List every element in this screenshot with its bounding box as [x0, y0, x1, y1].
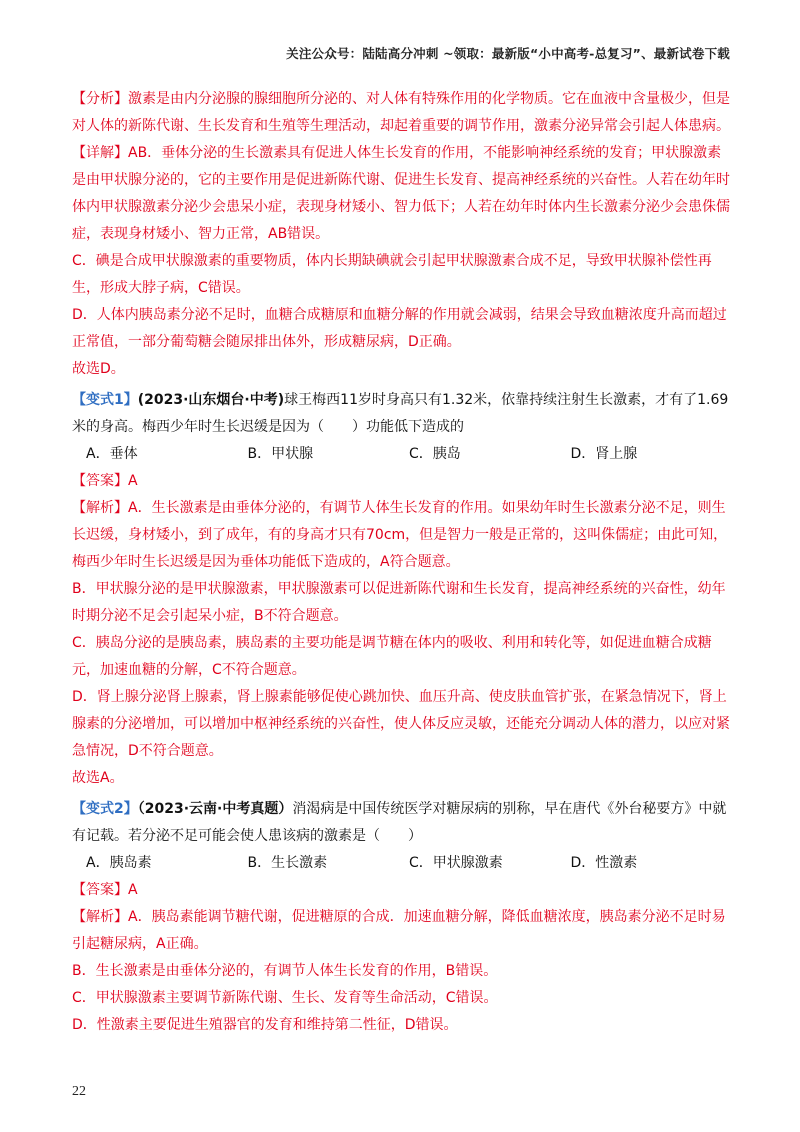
q2-option-d: D．性激素 [570, 855, 638, 871]
question-2-stem [72, 796, 732, 850]
q1-answer-tag: 【答案】 [72, 473, 128, 489]
document-body [72, 86, 732, 1039]
q1-option-a: A．垂体 [86, 446, 138, 462]
q2-option-a: A．胰岛素 [86, 855, 152, 871]
q1-explain-c: C．胰岛分泌的是胰岛素，胰岛素的主要功能是调节糖在体内的吸收、利用和转化等，如促进血糖合成糖元，加速血糖的分解，C不符合题意。 [72, 635, 712, 678]
page-number: 22 [72, 1084, 86, 1099]
question-2-answer [72, 877, 732, 904]
q1-option-b: B．甲状腺 [247, 446, 314, 462]
question-1-answer [72, 468, 732, 495]
analysis-paragraph [72, 86, 732, 140]
q2-explain-c: C．甲状腺激素主要调节新陈代谢、生长、发育等生命活动，C错误。 [72, 990, 498, 1006]
q1-conclusion: 故选A。 [72, 770, 124, 786]
q2-explain-a [72, 904, 732, 958]
q2-explain-d: D．性激素主要促进生殖器官的发育和维持第二性征，D错误。 [72, 1017, 458, 1033]
q2-answer-value: A [128, 882, 138, 898]
q2-explain-b: B．生长激素是由垂体分泌的，有调节人体生长发育的作用，B错误。 [72, 963, 498, 979]
q1-option-c: C．胰岛 [409, 446, 461, 462]
q2-option-c: C．甲状腺激素 [409, 855, 503, 871]
detail-tag: 【详解】 [72, 145, 128, 161]
page-header: 关注公众号：陆陆高分冲刺 ~领取：最新版“小中高考-总复习”、最新试卷下载 [286, 46, 730, 61]
q1-answer-value: A [128, 473, 138, 489]
q1-explain-a [72, 495, 732, 576]
question-1-stem [72, 387, 732, 441]
detail-line-ab: AB．垂体分泌的生长激素具有促进人体生长发育的作用，不能影响神经系统的发育；甲状腺激素是由甲状腺分泌的，它的主要作用是促进新陈代谢、促进生长发育、提高神经系统的兴奋性。人若在幼年时体内甲状腺激素分泌少会患呆小症，表现身材矮小、智力低下；人若在幼年时体内生长激素分泌少会患侏儒症，表现身材矮小、智力正常，AB错误。 [72, 145, 730, 242]
question-2-options [72, 850, 732, 877]
detail-paragraph-ab [72, 140, 732, 248]
question-1-options [72, 441, 732, 468]
question-1-tag: 【变式1】 [72, 392, 138, 408]
detail-conclusion: 故选D。 [72, 361, 125, 377]
q2-explain-a-text: A．胰岛素能调节糖代谢，促进糖原的合成．加速血糖分解，降低血糖浓度，胰岛素分泌不足时易引起糖尿病，A正确。 [72, 909, 726, 952]
detail-line-d: D．人体内胰岛素分泌不足时，血糖合成糖原和血糖分解的作用就会减弱，结果会导致血糖浓度升高而超过正常值，一部分葡萄糖会随尿排出体外，形成糖尿病，D正确。 [72, 307, 727, 350]
q1-explain-tag: 【解析】 [72, 500, 128, 516]
analysis-text: 激素是由内分泌腺的腺细胞所分泌的、对人体有特殊作用的化学物质。它在血液中含量极少，但是对人体的新陈代谢、生长发育和生殖等生理活动，却起着重要的调节作用，激素分泌异常会引起人体患病。 [72, 91, 730, 134]
q1-option-d: D．肾上腺 [570, 446, 638, 462]
q2-option-b: B．生长激素 [247, 855, 328, 871]
question-2-text: 消渴病是中国传统医学对糖尿病的别称，早在唐代《外台秘要方》中就有记载。若分泌不足可能会使人患该病的激素是（ ） [72, 801, 727, 844]
question-2-source: （2023·云南·中考真题） [137, 801, 293, 817]
analysis-tag: 【分析】 [72, 91, 128, 107]
q1-explain-a-text: A．生长激素是由垂体分泌的，有调节人体生长发育的作用。如果幼年时生长激素分泌不足，则生长迟缓，身材矮小，到了成年，有的身高才只有70cm，但是智力一般是正常的，这叫侏儒症；由此可知，梅西少年时生长迟缓是因为垂体功能低下造成的，A符合题意。 [72, 500, 728, 570]
q2-answer-tag: 【答案】 [72, 882, 128, 898]
q1-explain-b: B．甲状腺分泌的是甲状腺激素，甲状腺激素可以促进新陈代谢和生长发育，提高神经系统的兴奋性，幼年时期分泌不足会引起呆小症，B不符合题意。 [72, 581, 726, 624]
q1-explain-d: D．肾上腺分泌肾上腺素，肾上腺素能够促使心跳加快、血压升高、使皮肤血管扩张，在紧急情况下，肾上腺素的分泌增加，可以增加中枢神经系统的兴奋性，使人体反应灵敏，还能充分调动人体的潜力，以应对紧急情况，D不符合题意。 [72, 689, 730, 759]
q2-explain-tag: 【解析】 [72, 909, 128, 925]
detail-line-c: C．碘是合成甲状腺激素的重要物质，体内长期缺碘就会引起甲状腺激素合成不足，导致甲状腺补偿性再生，形成大脖子病，C错误。 [72, 253, 712, 296]
question-1-text: 球王梅西11岁时身高只有1.32米，依靠持续注射生长激素，才有了1.69米的身高。梅西少年时生长迟缓是因为（ ）功能低下造成的 [72, 392, 729, 435]
question-2-tag: 【变式2】 [72, 801, 138, 817]
question-1-source: (2023·山东烟台·中考) [137, 392, 285, 408]
